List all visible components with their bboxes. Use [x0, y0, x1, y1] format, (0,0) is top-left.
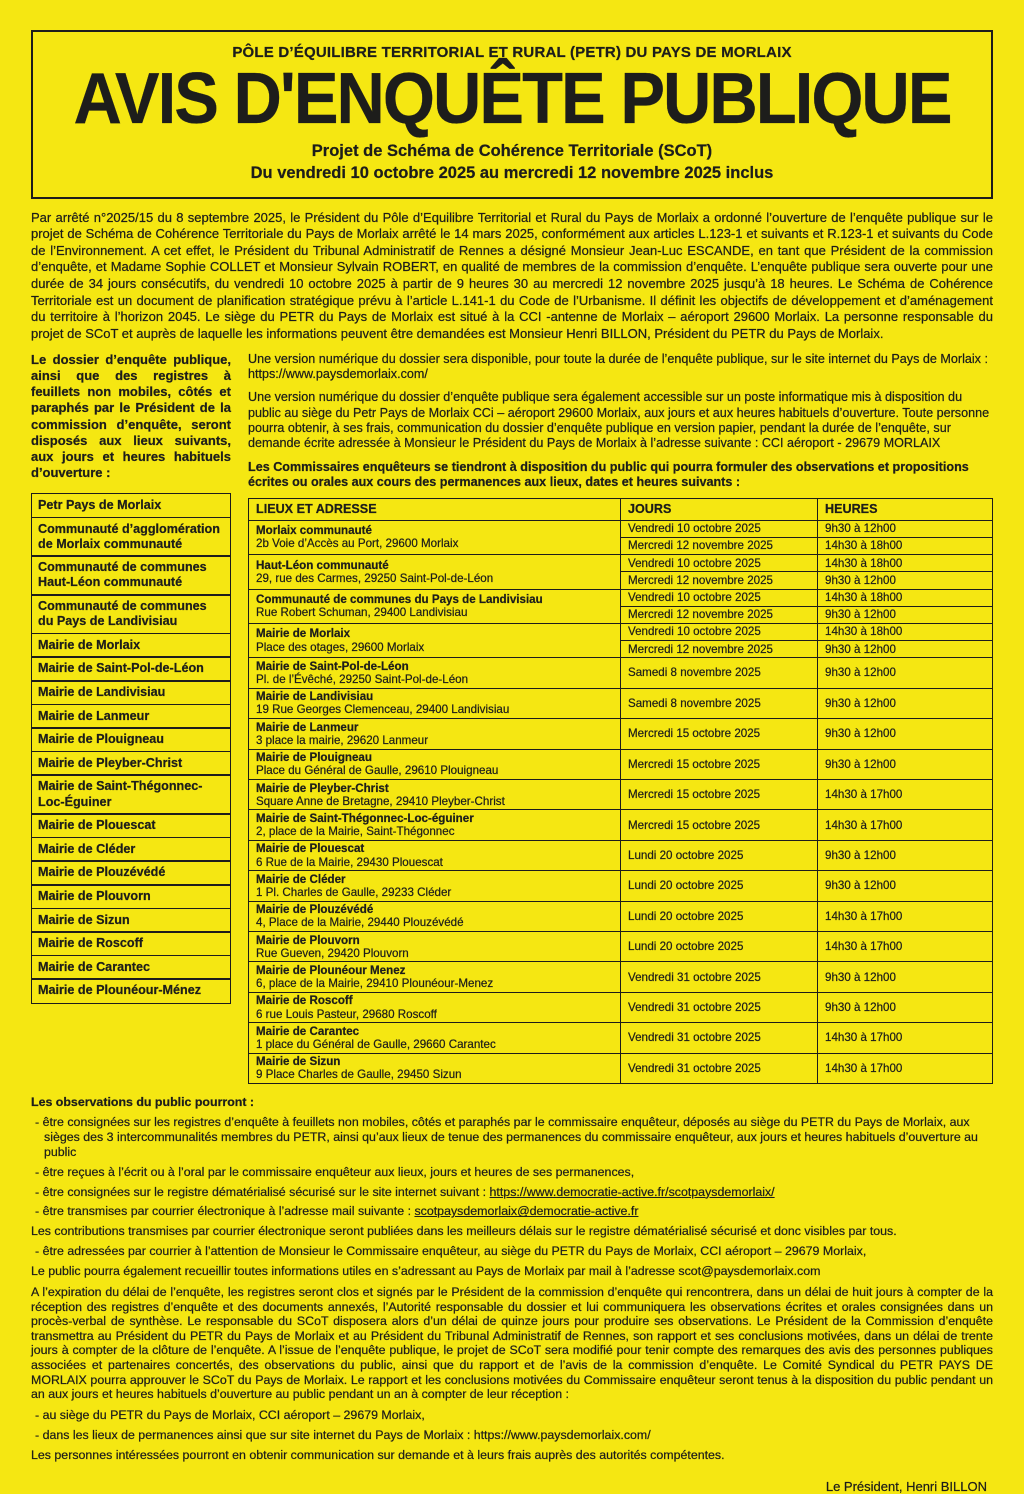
- two-column-area: [31, 352, 993, 1085]
- schedule-row: [249, 719, 993, 749]
- place-list-item: Communauté d’agglomération de Morlaix communauté: [31, 517, 231, 557]
- schedule-row: [249, 780, 993, 810]
- place-list-item: Mairie de Plounéour-Ménez: [31, 978, 231, 1003]
- hours-cell: 14h30 à 18h00: [818, 589, 993, 606]
- bullet-line: - être consignées sur le registre dématérialisé sécurisé sur le site internet suivant : https://www.democratie-active.fr/scotpaysdemorlaix/: [35, 1184, 775, 1199]
- location-name: Morlaix communauté: [256, 524, 372, 538]
- location-address: Rue Gueven, 29420 Plouvorn: [256, 946, 409, 960]
- location-cell: [249, 555, 621, 589]
- location-address: 1 place du Général de Gaulle, 29660 Carantec: [256, 1037, 496, 1051]
- schedule-row: [249, 992, 993, 1022]
- location-cell: [249, 1053, 621, 1083]
- hours-cell: 9h30 à 12h00: [818, 871, 993, 901]
- bullet-line: - dans les lieux de permanences ainsi que sur site internet du Pays de Morlaix : https://www.paysdemorlaix.com/: [35, 1427, 651, 1442]
- location-address: 19 Rue Georges Clemenceau, 29400 Landivisiau: [256, 703, 510, 717]
- location-address: 9 Place Charles de Gaulle, 29450 Sizun: [256, 1068, 462, 1082]
- day-cell: Vendredi 31 octobre 2025: [621, 1053, 818, 1083]
- header-jours: JOURS: [621, 499, 818, 520]
- schedule-row: [249, 840, 993, 870]
- location-cell: [249, 840, 621, 870]
- bullet-line: - au siège du PETR du Pays de Morlaix, CCI aéroport – 29679 Morlaix,: [35, 1407, 425, 1422]
- hours-cell: 9h30 à 12h00: [818, 962, 993, 992]
- day-cell: Mercredi 12 novembre 2025: [621, 537, 818, 554]
- schedule-row: [249, 623, 993, 640]
- place-list-item: Mairie de Lanmeur: [31, 704, 231, 729]
- day-cell: Lundi 20 octobre 2025: [621, 871, 818, 901]
- schedule-row: [249, 810, 993, 840]
- location-cell: [249, 749, 621, 779]
- place-list-item: Mairie de Plouzévédé: [31, 860, 231, 885]
- location-name: Mairie de Plouescat: [256, 842, 365, 856]
- schedule-row: [249, 589, 993, 606]
- hours-cell: 9h30 à 12h00: [818, 840, 993, 870]
- header-lieux: LIEUX ET ADRESSE: [249, 499, 621, 520]
- location-name: Mairie de Plouzévédé: [256, 903, 374, 917]
- left-column: [31, 352, 231, 1004]
- schedule-row: [249, 658, 993, 688]
- hours-cell: 9h30 à 12h00: [818, 520, 993, 537]
- bullet-line: - être transmises par courrier électronique à l’adresse mail suivante : scotpaysdemorlaix@democratie-active.fr: [35, 1204, 639, 1219]
- hours-cell: 14h30 à 17h00: [818, 810, 993, 840]
- location-cell: [249, 1023, 621, 1053]
- location-address: 4, Place de la Mairie, 29440 Plouzévédé: [256, 916, 464, 930]
- location-name: Mairie de Sizun: [256, 1055, 341, 1069]
- day-cell: Lundi 20 octobre 2025: [621, 840, 818, 870]
- place-list-item: Mairie de Cléder: [31, 837, 231, 862]
- schedule-row: [249, 520, 993, 537]
- notice-subtitle-dates: Du vendredi 10 octobre 2025 au mercredi 12 novembre 2025 inclus: [250, 164, 774, 183]
- location-name: Mairie de Lanmeur: [256, 720, 359, 734]
- schedule-row: [249, 1023, 993, 1053]
- link[interactable]: https://www.democratie-active.fr/scotpaysdemorlaix/: [489, 1184, 775, 1199]
- place-list-item: Mairie de Pleyber-Christ: [31, 751, 231, 776]
- day-cell: Vendredi 10 octobre 2025: [621, 555, 818, 572]
- hours-cell: 9h30 à 12h00: [818, 572, 993, 589]
- day-cell: Lundi 20 octobre 2025: [621, 901, 818, 931]
- schedule-row: [249, 1053, 993, 1083]
- day-cell: Vendredi 31 octobre 2025: [621, 1023, 818, 1053]
- location-address: 1 Pl. Charles de Gaulle, 29233 Cléder: [256, 885, 452, 899]
- location-address: 2b Voie d’Accès au Port, 29600 Morlaix: [256, 537, 459, 551]
- hours-cell: 14h30 à 17h00: [818, 1053, 993, 1083]
- location-name: Mairie de Plounéour Menez: [256, 963, 406, 977]
- hours-cell: 14h30 à 18h00: [818, 555, 993, 572]
- location-cell: [249, 962, 621, 992]
- location-cell: [249, 520, 621, 554]
- day-cell: Mercredi 12 novembre 2025: [621, 572, 818, 589]
- observations-lines: [31, 1115, 993, 1279]
- location-name: Mairie de Cléder: [256, 872, 346, 886]
- day-cell: Lundi 20 octobre 2025: [621, 932, 818, 962]
- location-name: Mairie de Plouigneau: [256, 751, 372, 765]
- closing-paragraph: A l’expiration du délai de l’enquête, les registres seront clos et signés par le Président de la commission d’enquête qui rencontrera, dans un délai de huit jours à compter de la réception des registres d’enquête et des documents annexés, l’Autorité responsable du dossier et lui communiquera les observations écrites et orales consignées dans un procès-verbal de synthèse. Le responsable du SCoT disposera alors d’un délai de quinze jours pour produire ses observations. Le Président de la Commission d’enquête transmettra au Président du PETR du Pays de Morlaix et au Président du Tribunal Administratif de Rennes, son rapport et ses conclusions motivées, dans un délai de trente jours à compter de la clôture de l’enquête. A l’issue de l’enquête publique, le projet de SCoT sera modifié pour tenir compte des remarques des avis des personnes publiques associées et partenaires concertés, des observations du public, ainsi que du rapport et de l’avis de la commission d’enquête. Le Comité Syndical du PETR PAYS DE MORLAIX pourra approuver le SCoT du Pays de Morlaix. Le rapport et les conclusions motivées du Commissaire enquêteur seront tenus à la disposition du public pendant un an aux jours et heures habituels d’ouverture au public pendant un an à compter de leur réception :: [31, 1284, 993, 1402]
- hours-cell: 14h30 à 18h00: [818, 537, 993, 554]
- hours-cell: 9h30 à 12h00: [818, 992, 993, 1022]
- closing-lines: [31, 1408, 993, 1463]
- organization-name: PÔLE D’ÉQUILIBRE TERRITORIAL ET RURAL (PETR) DU PAYS DE MORLAIX: [232, 44, 792, 61]
- header-heures: HEURES: [818, 499, 993, 520]
- day-cell: Samedi 8 novembre 2025: [621, 688, 818, 718]
- day-cell: Mercredi 12 novembre 2025: [621, 641, 818, 658]
- text-line: Le public pourra également recueillir toutes informations utiles en s’adressant au Pays de Morlaix par mail à l’adresse scot@paysdemorlaix.com: [31, 1264, 821, 1279]
- location-name: Mairie de Carantec: [256, 1024, 360, 1038]
- bullet-line: - être consignées sur les registres d’enquête à feuillets non mobiles, côtés et paraphés par le commissaire enquêteur, déposés au siège du PETR du Pays de Morlaix, aux sièges des 3 intercommunalités membres du PETR, ainsi qu’aux lieux de tenue des permanences du commissaire enquêteur, aux jours et heures habituels d’ouverture au public: [35, 1115, 978, 1159]
- schedule-row: [249, 901, 993, 931]
- hours-cell: 9h30 à 12h00: [818, 606, 993, 623]
- place-list-item: Communauté de communes Haut-Léon communauté: [31, 555, 231, 595]
- schedule-row: [249, 932, 993, 962]
- day-cell: Vendredi 10 octobre 2025: [621, 623, 818, 640]
- hours-cell: 9h30 à 12h00: [818, 749, 993, 779]
- hours-cell: 14h30 à 17h00: [818, 932, 993, 962]
- location-name: Mairie de Pleyber-Christ: [256, 781, 389, 795]
- schedule-header-row: [249, 499, 993, 520]
- header-box: [31, 30, 993, 199]
- hours-cell: 14h30 à 17h00: [818, 901, 993, 931]
- day-cell: Vendredi 10 octobre 2025: [621, 520, 818, 537]
- day-cell: Mercredi 15 octobre 2025: [621, 810, 818, 840]
- digital-version-paragraph: Une version numérique du dossier sera disponible, pour toute la durée de l’enquête publique, sur le site internet du Pays de Morlaix : https://www.paysdemorlaix.com/: [248, 351, 988, 381]
- place-list-item: Communauté de communes du Pays de Landivisiau: [31, 594, 231, 634]
- location-address: Square Anne de Bretagne, 29410 Pleyber-Christ: [256, 794, 505, 808]
- hours-cell: 9h30 à 12h00: [818, 688, 993, 718]
- location-address: 3 place la mairie, 29620 Lanmeur: [256, 733, 429, 747]
- location-name: Mairie de Plouvorn: [256, 933, 360, 947]
- place-list-item: Mairie de Carantec: [31, 955, 231, 980]
- intro-paragraph: Par arrêté n°2025/15 du 8 septembre 2025, le Président du Pôle d’Equilibre Territorial et Rural du Pays de Morlaix a ordonné l’ouverture de l’enquête publique sur le projet de Schéma de Cohérence Territoriale du Pays de Morlaix arrêté le 14 mars 2025, conformément aux articles L.123-1 et suivants et R.123-1 et suivants du Code de l’Environnement. A cet effet, le Président du Tribunal Administratif de Rennes a désigné Monsieur Jean-Luc ESCANDE, en tant que Président de la commission d’enquête, et Madame Sophie COLLET et Monsieur Sylvain ROBERT, en qualité de membres de la commission d’enquête. L’enquête publique sera ouverte pour une durée de 34 jours consécutifs, du vendredi 10 octobre 2025 à partir de 9 heures 30 au mercredi 12 novembre 2025 jusqu’à 18 heures. Le Schéma de Cohérence Territoriale est un document de planification stratégique prévu à l’article L.141-1 du Code de l’Urbanisme. Il définit les objectifs de développement et d’aménagement du territoire à l’horizon 2045. Le siège du PETR du Pays de Morlaix est situé à la CCI -antenne de Morlaix – aéroport 29600 Morlaix. La personne responsable du projet de SCoT et auprès de laquelle les informations peuvent être demandées est Monsieur Henri BILLON, Président du PETR du Pays de Morlaix.: [31, 209, 993, 341]
- location-address: 6, place de la Mairie, 29410 Plounéour-Menez: [256, 977, 494, 991]
- place-list-item: Mairie de Saint-Pol-de-Léon: [31, 656, 231, 681]
- location-name: Mairie de Roscoff: [256, 994, 353, 1008]
- schedule-table: [248, 498, 993, 1084]
- location-name: Communauté de communes du Pays de Landivisiau: [256, 593, 543, 607]
- place-list-item: Mairie de Roscoff: [31, 931, 231, 956]
- bullet-line: - être adressées par courrier à l’attention de Monsieur le Commissaire enquêteur, au siège du PETR du Pays de Morlaix, CCI aéroport – 29679 Morlaix,: [35, 1244, 867, 1259]
- location-cell: [249, 992, 621, 1022]
- day-cell: Samedi 8 novembre 2025: [621, 658, 818, 688]
- location-cell: [249, 589, 621, 623]
- location-name: Mairie de Saint-Pol-de-Léon: [256, 659, 409, 673]
- bullet-line: - être reçues à l’écrit ou à l’oral par le commissaire enquêteur aux lieux, jours et heures de ses permanences,: [35, 1164, 635, 1179]
- schedule-row: [249, 871, 993, 901]
- location-cell: [249, 810, 621, 840]
- day-cell: Vendredi 31 octobre 2025: [621, 992, 818, 1022]
- signature: Le Président, Henri BILLON: [825, 1478, 987, 1494]
- bottom-section: [31, 1095, 993, 1494]
- place-list-item: Mairie de Plouescat: [31, 813, 231, 838]
- schedule-row: [249, 749, 993, 779]
- place-list-item: Mairie de Sizun: [31, 908, 231, 933]
- location-address: Place du Général de Gaulle, 29610 Plouigneau: [256, 764, 499, 778]
- schedule-row: [249, 962, 993, 992]
- location-cell: [249, 719, 621, 749]
- observations-heading: Les observations du public pourront :: [31, 1095, 255, 1110]
- dossier-lead-paragraph: Le dossier d’enquête publique, ainsi que des registres à feuillets non mobiles, côtés et paraphés par le Président de la commission d’enquête, seront disposés aux lieux suivants, aux jours et heures habituels d’ouverture :: [31, 351, 231, 481]
- notice-subtitle-project: Projet de Schéma de Cohérence Territoriale (SCoT): [311, 142, 713, 160]
- day-cell: Mercredi 15 octobre 2025: [621, 719, 818, 749]
- link[interactable]: scotpaysdemorlaix@democratie-active.fr: [414, 1204, 639, 1219]
- location-address: Pl. de l’Évêché, 29250 Saint-Pol-de-Léon: [256, 673, 469, 687]
- location-name: Mairie de Landivisiau: [256, 690, 374, 704]
- schedule-row: [249, 688, 993, 718]
- location-cell: [249, 658, 621, 688]
- text-line: Les contributions transmises par courrier électronique seront publiées dans les meilleurs délais sur le registre dématérialisé sécurisé et donc visibles par tous.: [31, 1224, 897, 1239]
- location-address: Rue Robert Schuman, 29400 Landivisiau: [256, 606, 468, 620]
- hours-cell: 9h30 à 12h00: [818, 719, 993, 749]
- day-cell: Vendredi 31 octobre 2025: [621, 962, 818, 992]
- location-cell: [249, 932, 621, 962]
- location-cell: [249, 688, 621, 718]
- location-name: Mairie de Saint-Thégonnec-Loc-éguiner: [256, 811, 474, 825]
- notice-title: AVIS D'ENQUÊTE PUBLIQUE: [73, 58, 951, 139]
- location-cell: [249, 780, 621, 810]
- location-address: 6 rue Louis Pasteur, 29680 Roscoff: [256, 1007, 437, 1021]
- public-computer-paragraph: Une version numérique du dossier d’enquête publique sera également accessible sur un poste informatique mis à disposition du public au siège du Petr Pays de Morlaix CCi – aéroport 29600 Morlaix, aux jours et aux heures habituels d’ouverture. Toute personne pourra obtenir, à ses frais, communication du dossier d’enquête publique en version papier, pendant la durée de l’enquête, sur demande écrite adressée à Monsieur le Président du Pays de Morlaix à l’adresse suivante : CCI aéroport - 29679 MORLAIX: [248, 390, 990, 451]
- hours-cell: 14h30 à 18h00: [818, 623, 993, 640]
- text-line: Les personnes intéressées pourront en obtenir communication sur demande et à leurs frais auprès des autorités compétentes.: [31, 1447, 725, 1462]
- hours-cell: 14h30 à 17h00: [818, 1023, 993, 1053]
- location-address: 6 Rue de la Mairie, 29430 Plouescat: [256, 855, 443, 869]
- location-address: Place des otages, 29600 Morlaix: [256, 640, 425, 654]
- hours-cell: 9h30 à 12h00: [818, 641, 993, 658]
- place-list-item: Mairie de Plouvorn: [31, 884, 231, 909]
- day-cell: Mercredi 15 octobre 2025: [621, 780, 818, 810]
- day-cell: Mercredi 15 octobre 2025: [621, 749, 818, 779]
- place-list-item: Mairie de Morlaix: [31, 633, 231, 658]
- place-list-item: Petr Pays de Morlaix: [31, 493, 231, 518]
- place-list-item: Mairie de Landivisiau: [31, 680, 231, 705]
- hours-cell: 14h30 à 17h00: [818, 780, 993, 810]
- places-list: [31, 493, 231, 1004]
- hours-cell: 9h30 à 12h00: [818, 658, 993, 688]
- location-name: Haut-Léon communauté: [256, 558, 389, 572]
- place-list-item: Mairie de Plouigneau: [31, 727, 231, 752]
- location-address: 2, place de la Mairie, Saint-Thégonnec: [256, 825, 455, 839]
- location-cell: [249, 901, 621, 931]
- location-address: 29, rue des Carmes, 29250 Saint-Pol-de-Léon: [256, 571, 494, 585]
- place-list-item: Mairie de Saint-Thégonnec-Loc-Éguiner: [31, 774, 231, 814]
- location-cell: [249, 623, 621, 657]
- location-name: Mairie de Morlaix: [256, 627, 351, 641]
- day-cell: Mercredi 12 novembre 2025: [621, 606, 818, 623]
- right-column: [248, 352, 993, 1085]
- day-cell: Vendredi 10 octobre 2025: [621, 589, 818, 606]
- location-cell: [249, 871, 621, 901]
- schedule-row: [249, 555, 993, 572]
- commissioners-paragraph: Les Commissaires enquêteurs se tiendront à disposition du public qui pourra formuler des observations et propositions écrites ou orales aux cours des permanences aux lieux, dates et heures suivants :: [248, 459, 969, 490]
